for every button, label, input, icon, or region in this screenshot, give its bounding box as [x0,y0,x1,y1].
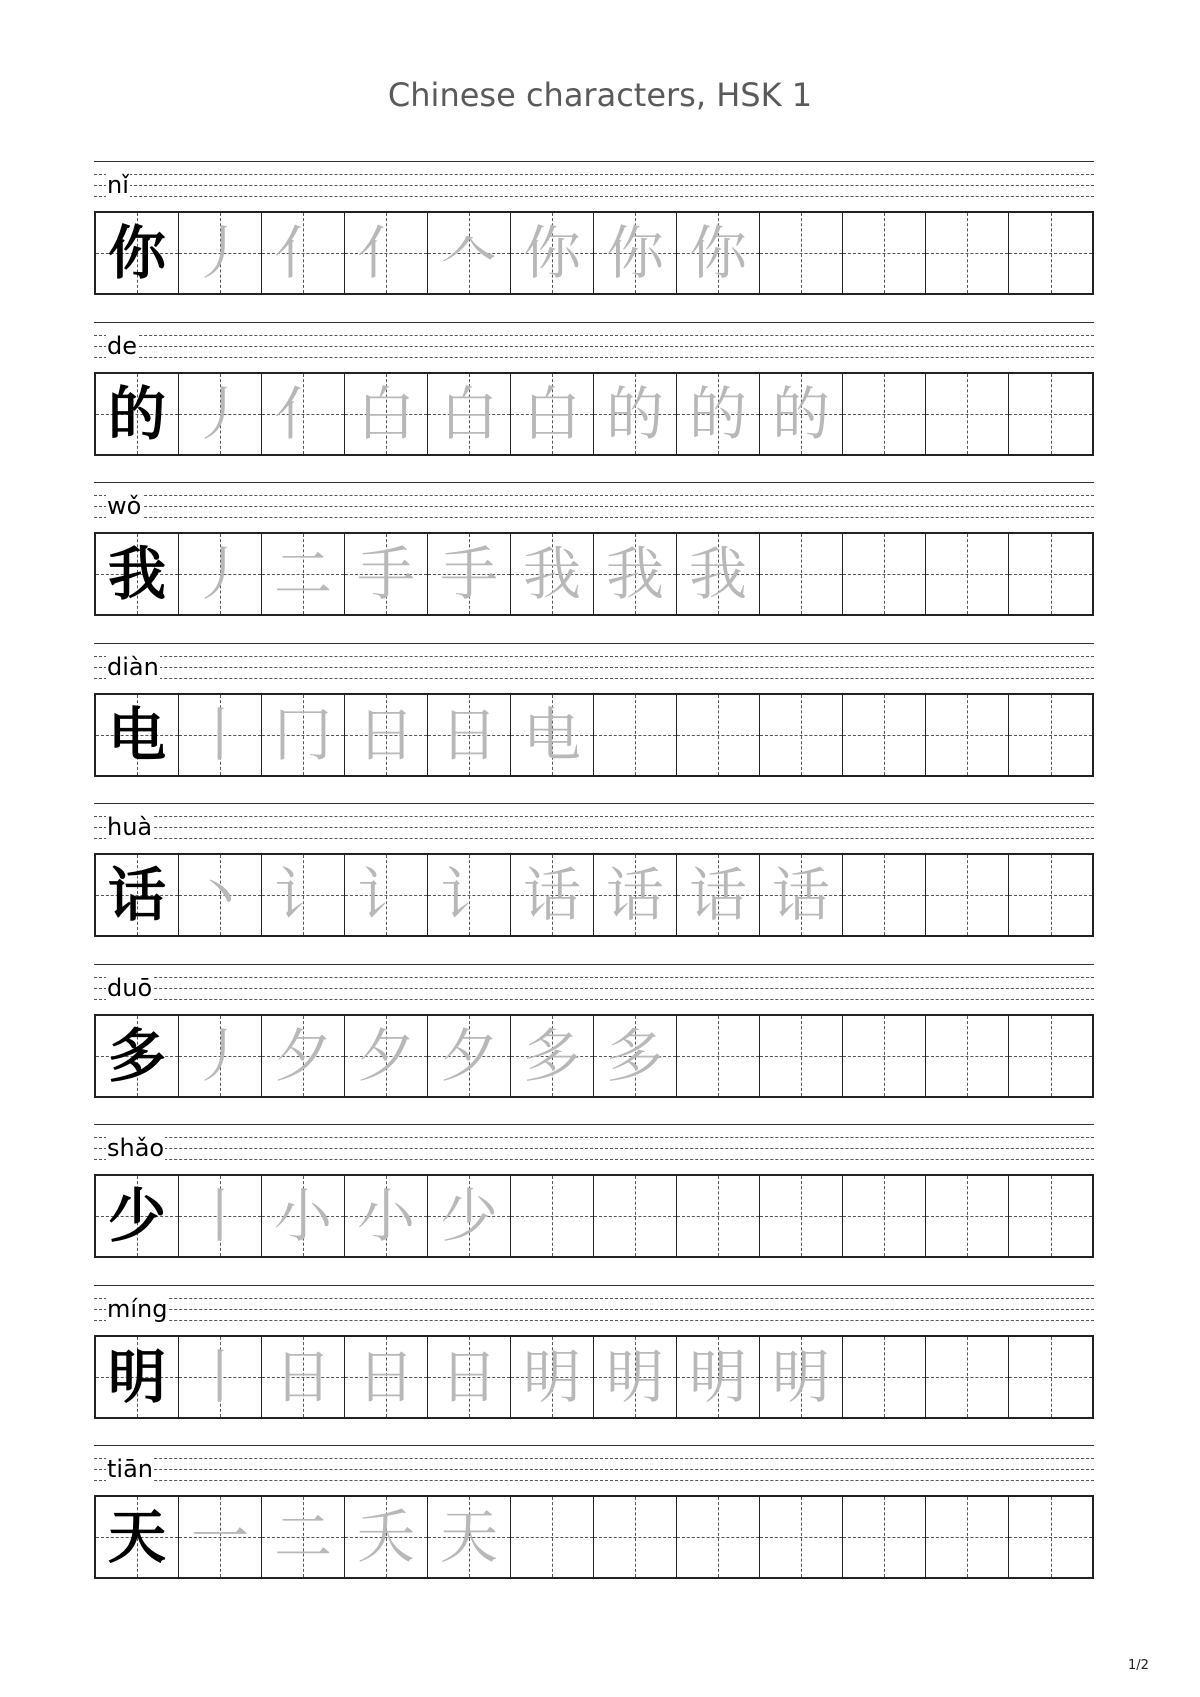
guide-line-dashed [94,667,1094,668]
practice-cell[interactable] [760,213,843,293]
practice-cell[interactable] [926,534,1009,614]
model-character-cell [96,1016,179,1096]
guide-line-dashed [94,1469,1094,1470]
practice-cell[interactable] [345,1176,428,1256]
practice-cell[interactable] [926,1016,1009,1096]
pinyin-label: tiān [107,1455,153,1483]
writing-grid [94,853,1094,937]
stroke-order-trace: 亻 [356,219,415,287]
practice-cell[interactable] [760,1176,843,1256]
practice-cell[interactable] [677,534,760,614]
practice-cell[interactable] [179,1176,262,1256]
stroke-order-trace: 丿 [190,1022,249,1090]
practice-cell[interactable] [760,855,843,935]
guide-line-dashed [94,1320,1094,1321]
writing-grid [94,372,1094,456]
model-character: 你 [107,219,166,287]
practice-cell[interactable] [1009,855,1092,935]
guide-line-dashed [94,977,1094,978]
stroke-order-trace: 一 [190,1503,249,1571]
stroke-order-trace: 明 [605,1343,664,1411]
character-row [94,1285,1094,1433]
page-title: Chinese characters, HSK 1 [387,76,813,114]
guide-line-dashed [94,335,1094,336]
pinyin-label: nǐ [107,171,129,199]
practice-cell[interactable] [511,1337,594,1417]
practice-cell[interactable] [345,374,428,454]
character-row [94,964,1094,1112]
guide-line-dashed [94,1309,1094,1310]
practice-cell[interactable] [594,1497,677,1577]
stroke-order-trace: 话 [605,861,664,929]
pinyin-label: shǎo [107,1134,165,1162]
character-row [94,161,1094,309]
stroke-order-trace: 明 [771,1343,830,1411]
stroke-order-trace: 夕 [439,1022,498,1090]
stroke-order-trace: 话 [688,861,747,929]
practice-cell[interactable] [843,1337,926,1417]
stroke-order-trace: 丨 [190,1343,249,1411]
practice-cell[interactable] [179,534,262,614]
model-character: 我 [107,540,166,608]
practice-cell[interactable] [677,213,760,293]
stroke-order-trace: 白 [439,380,498,448]
practice-cell[interactable] [345,1016,428,1096]
stroke-order-trace: 我 [522,540,581,608]
practice-cell[interactable] [345,695,428,775]
practice-cell[interactable] [262,695,345,775]
practice-cell[interactable] [760,695,843,775]
practice-cell[interactable] [511,534,594,614]
practice-cell[interactable] [511,213,594,293]
practice-cell[interactable] [345,1497,428,1577]
guide-line-dashed [94,174,1094,175]
practice-cell[interactable] [428,855,511,935]
character-row [94,803,1094,951]
guide-line [94,964,1094,965]
practice-cell[interactable] [345,213,428,293]
stroke-order-trace: 日 [439,701,498,769]
practice-cell[interactable] [677,374,760,454]
stroke-order-trace: 日 [356,701,415,769]
guide-line-dashed [94,656,1094,657]
guide-line-dashed [94,1148,1094,1149]
stroke-order-trace: 的 [771,380,830,448]
stroke-order-trace: 我 [605,540,664,608]
character-row [94,322,1094,470]
practice-cell[interactable] [179,1497,262,1577]
guide-line-dashed [94,1159,1094,1160]
model-character: 的 [107,380,166,448]
character-row [94,1445,1094,1593]
practice-cell[interactable] [428,1497,511,1577]
practice-cell[interactable] [926,1337,1009,1417]
stroke-order-trace: 丿 [190,219,249,287]
stroke-order-trace: 明 [522,1343,581,1411]
practice-cell[interactable] [262,1337,345,1417]
stroke-order-trace: 白 [356,380,415,448]
stroke-order-trace: 讠 [273,861,332,929]
practice-cell[interactable] [428,534,511,614]
writing-grid [94,1495,1094,1579]
stroke-order-trace: 讠 [439,861,498,929]
practice-cell[interactable] [179,213,262,293]
writing-grid [94,532,1094,616]
practice-cell[interactable] [760,534,843,614]
stroke-order-trace: 丨 [190,701,249,769]
practice-cell[interactable] [843,1176,926,1256]
stroke-order-trace: 亻 [273,219,332,287]
practice-cell[interactable] [1009,213,1092,293]
practice-cell[interactable] [428,374,511,454]
practice-cell[interactable] [262,855,345,935]
practice-cell[interactable] [677,695,760,775]
guide-line-dashed [94,1298,1094,1299]
practice-cell[interactable] [760,374,843,454]
character-row [94,643,1094,791]
stroke-order-trace: 丿 [190,380,249,448]
stroke-order-trace: 手 [356,540,415,608]
practice-cell[interactable] [1009,1016,1092,1096]
stroke-order-trace: 电 [522,701,581,769]
practice-cell[interactable] [594,855,677,935]
model-character-cell [96,374,179,454]
practice-cell[interactable] [1009,374,1092,454]
guide-line-dashed [94,517,1094,518]
stroke-order-trace: 夕 [273,1022,332,1090]
stroke-order-trace: 小 [273,1182,332,1250]
practice-cell[interactable] [179,374,262,454]
pinyin-label: diàn [107,653,159,681]
stroke-order-trace: 你 [688,219,747,287]
practice-cell[interactable] [677,1497,760,1577]
model-character-cell [96,534,179,614]
stroke-order-trace: 天 [439,1503,498,1571]
practice-cell[interactable] [345,534,428,614]
stroke-order-trace: 的 [688,380,747,448]
practice-cell[interactable] [262,374,345,454]
model-character: 天 [107,1503,166,1571]
stroke-order-trace: 𠆢 [439,219,498,287]
practice-cell[interactable] [179,1337,262,1417]
practice-cell[interactable] [760,1337,843,1417]
guide-line-dashed [94,1137,1094,1138]
character-row [94,482,1094,630]
practice-cell[interactable] [760,1016,843,1096]
practice-cell[interactable] [926,1497,1009,1577]
stroke-order-trace: 你 [605,219,664,287]
practice-cell[interactable] [843,374,926,454]
practice-cell[interactable] [511,374,594,454]
practice-cell[interactable] [594,1337,677,1417]
guide-line-dashed [94,827,1094,828]
guide-line [94,1445,1094,1446]
practice-cell[interactable] [179,1016,262,1096]
practice-cell[interactable] [843,1497,926,1577]
model-character: 话 [107,861,166,929]
practice-cell[interactable] [594,534,677,614]
practice-cell[interactable] [594,1176,677,1256]
model-character-cell [96,1176,179,1256]
practice-cell[interactable] [677,1337,760,1417]
guide-line-dashed [94,185,1094,186]
stroke-order-trace: 话 [522,861,581,929]
model-character: 电 [107,701,166,769]
guide-line-dashed [94,1458,1094,1459]
stroke-order-trace: 日 [356,1343,415,1411]
pinyin-label: huà [107,813,153,841]
stroke-order-trace: 少 [439,1182,498,1250]
writing-grid [94,1174,1094,1258]
model-character-cell [96,855,179,935]
practice-cell[interactable] [511,695,594,775]
model-character-cell [96,1337,179,1417]
practice-cell[interactable] [511,855,594,935]
practice-cell[interactable] [511,1016,594,1096]
guide-line [94,161,1094,162]
practice-cell[interactable] [677,1016,760,1096]
practice-cell[interactable] [1009,534,1092,614]
guide-line-dashed [94,346,1094,347]
stroke-order-trace: 丨 [190,1182,249,1250]
practice-cell[interactable] [262,1016,345,1096]
practice-cell[interactable] [262,1497,345,1577]
writing-grid [94,1014,1094,1098]
stroke-order-trace: 讠 [356,861,415,929]
practice-cell[interactable] [926,213,1009,293]
practice-cell[interactable] [428,1337,511,1417]
guide-line [94,643,1094,644]
practice-cell[interactable] [262,534,345,614]
writing-grid [94,211,1094,295]
guide-line-dashed [94,838,1094,839]
practice-cell[interactable] [594,1016,677,1096]
guide-line [94,1285,1094,1286]
model-character-cell [96,695,179,775]
practice-cell[interactable] [843,1016,926,1096]
stroke-order-trace: 话 [771,861,830,929]
practice-cell[interactable] [1009,695,1092,775]
pinyin-label: de [107,332,137,360]
guide-line-dashed [94,988,1094,989]
practice-cell[interactable] [179,695,262,775]
stroke-order-trace: 手 [439,540,498,608]
practice-cell[interactable] [262,1176,345,1256]
stroke-order-trace: 夕 [356,1022,415,1090]
model-character-cell [96,213,179,293]
stroke-order-trace: 夭 [356,1503,415,1571]
stroke-order-trace: 你 [522,219,581,287]
guide-line [94,803,1094,804]
stroke-order-trace: 丿 [190,540,249,608]
practice-cell[interactable] [262,213,345,293]
practice-cell[interactable] [511,1497,594,1577]
practice-cell[interactable] [428,1176,511,1256]
practice-cell[interactable] [345,1337,428,1417]
guide-line-dashed [94,357,1094,358]
stroke-order-trace: 我 [688,540,747,608]
stroke-order-trace: 亻 [273,380,332,448]
practice-cell[interactable] [677,1176,760,1256]
stroke-order-trace: 二 [273,1503,332,1571]
stroke-order-trace: 冂 [273,701,332,769]
pinyin-label: duō [107,974,153,1002]
practice-cell[interactable] [843,213,926,293]
practice-cell[interactable] [926,695,1009,775]
stroke-order-trace: 明 [688,1343,747,1411]
practice-cell[interactable] [926,855,1009,935]
guide-line-dashed [94,196,1094,197]
guide-line [94,482,1094,483]
model-character-cell [96,1497,179,1577]
pinyin-label: míng [107,1295,168,1323]
guide-line [94,1124,1094,1125]
stroke-order-trace: 小 [356,1182,415,1250]
stroke-order-trace: 白 [522,380,581,448]
guide-line-dashed [94,506,1094,507]
stroke-order-trace: 二 [273,540,332,608]
practice-cell[interactable] [1009,1497,1092,1577]
page-indicator: 1/2 [1128,1658,1149,1673]
stroke-order-trace: 日 [439,1343,498,1411]
practice-cell[interactable] [926,374,1009,454]
stroke-order-trace: 多 [522,1022,581,1090]
guide-line-dashed [94,999,1094,1000]
practice-cell[interactable] [428,695,511,775]
practice-cell[interactable] [843,534,926,614]
practice-cell[interactable] [1009,1176,1092,1256]
practice-cell[interactable] [345,855,428,935]
practice-cell[interactable] [760,1497,843,1577]
stroke-order-trace: 多 [605,1022,664,1090]
model-character: 明 [107,1343,166,1411]
guide-line-dashed [94,495,1094,496]
practice-cell[interactable] [594,374,677,454]
practice-cell[interactable] [511,1176,594,1256]
writing-grid [94,693,1094,777]
model-character: 少 [107,1182,166,1250]
practice-cell[interactable] [1009,1337,1092,1417]
guide-line [94,322,1094,323]
practice-cell[interactable] [926,1176,1009,1256]
stroke-order-trace: 的 [605,380,664,448]
practice-cell[interactable] [179,855,262,935]
guide-line-dashed [94,678,1094,679]
practice-cell[interactable] [843,855,926,935]
character-row [94,1124,1094,1272]
stroke-order-trace: 日 [273,1343,332,1411]
practice-cell[interactable] [594,213,677,293]
pinyin-label: wǒ [107,492,142,520]
practice-cell[interactable] [428,1016,511,1096]
model-character: 多 [107,1022,166,1090]
stroke-order-trace: 丶 [190,861,249,929]
guide-line-dashed [94,1480,1094,1481]
practice-cell[interactable] [677,855,760,935]
practice-cell[interactable] [428,213,511,293]
writing-grid [94,1335,1094,1419]
guide-line-dashed [94,816,1094,817]
practice-cell[interactable] [843,695,926,775]
practice-cell[interactable] [594,695,677,775]
